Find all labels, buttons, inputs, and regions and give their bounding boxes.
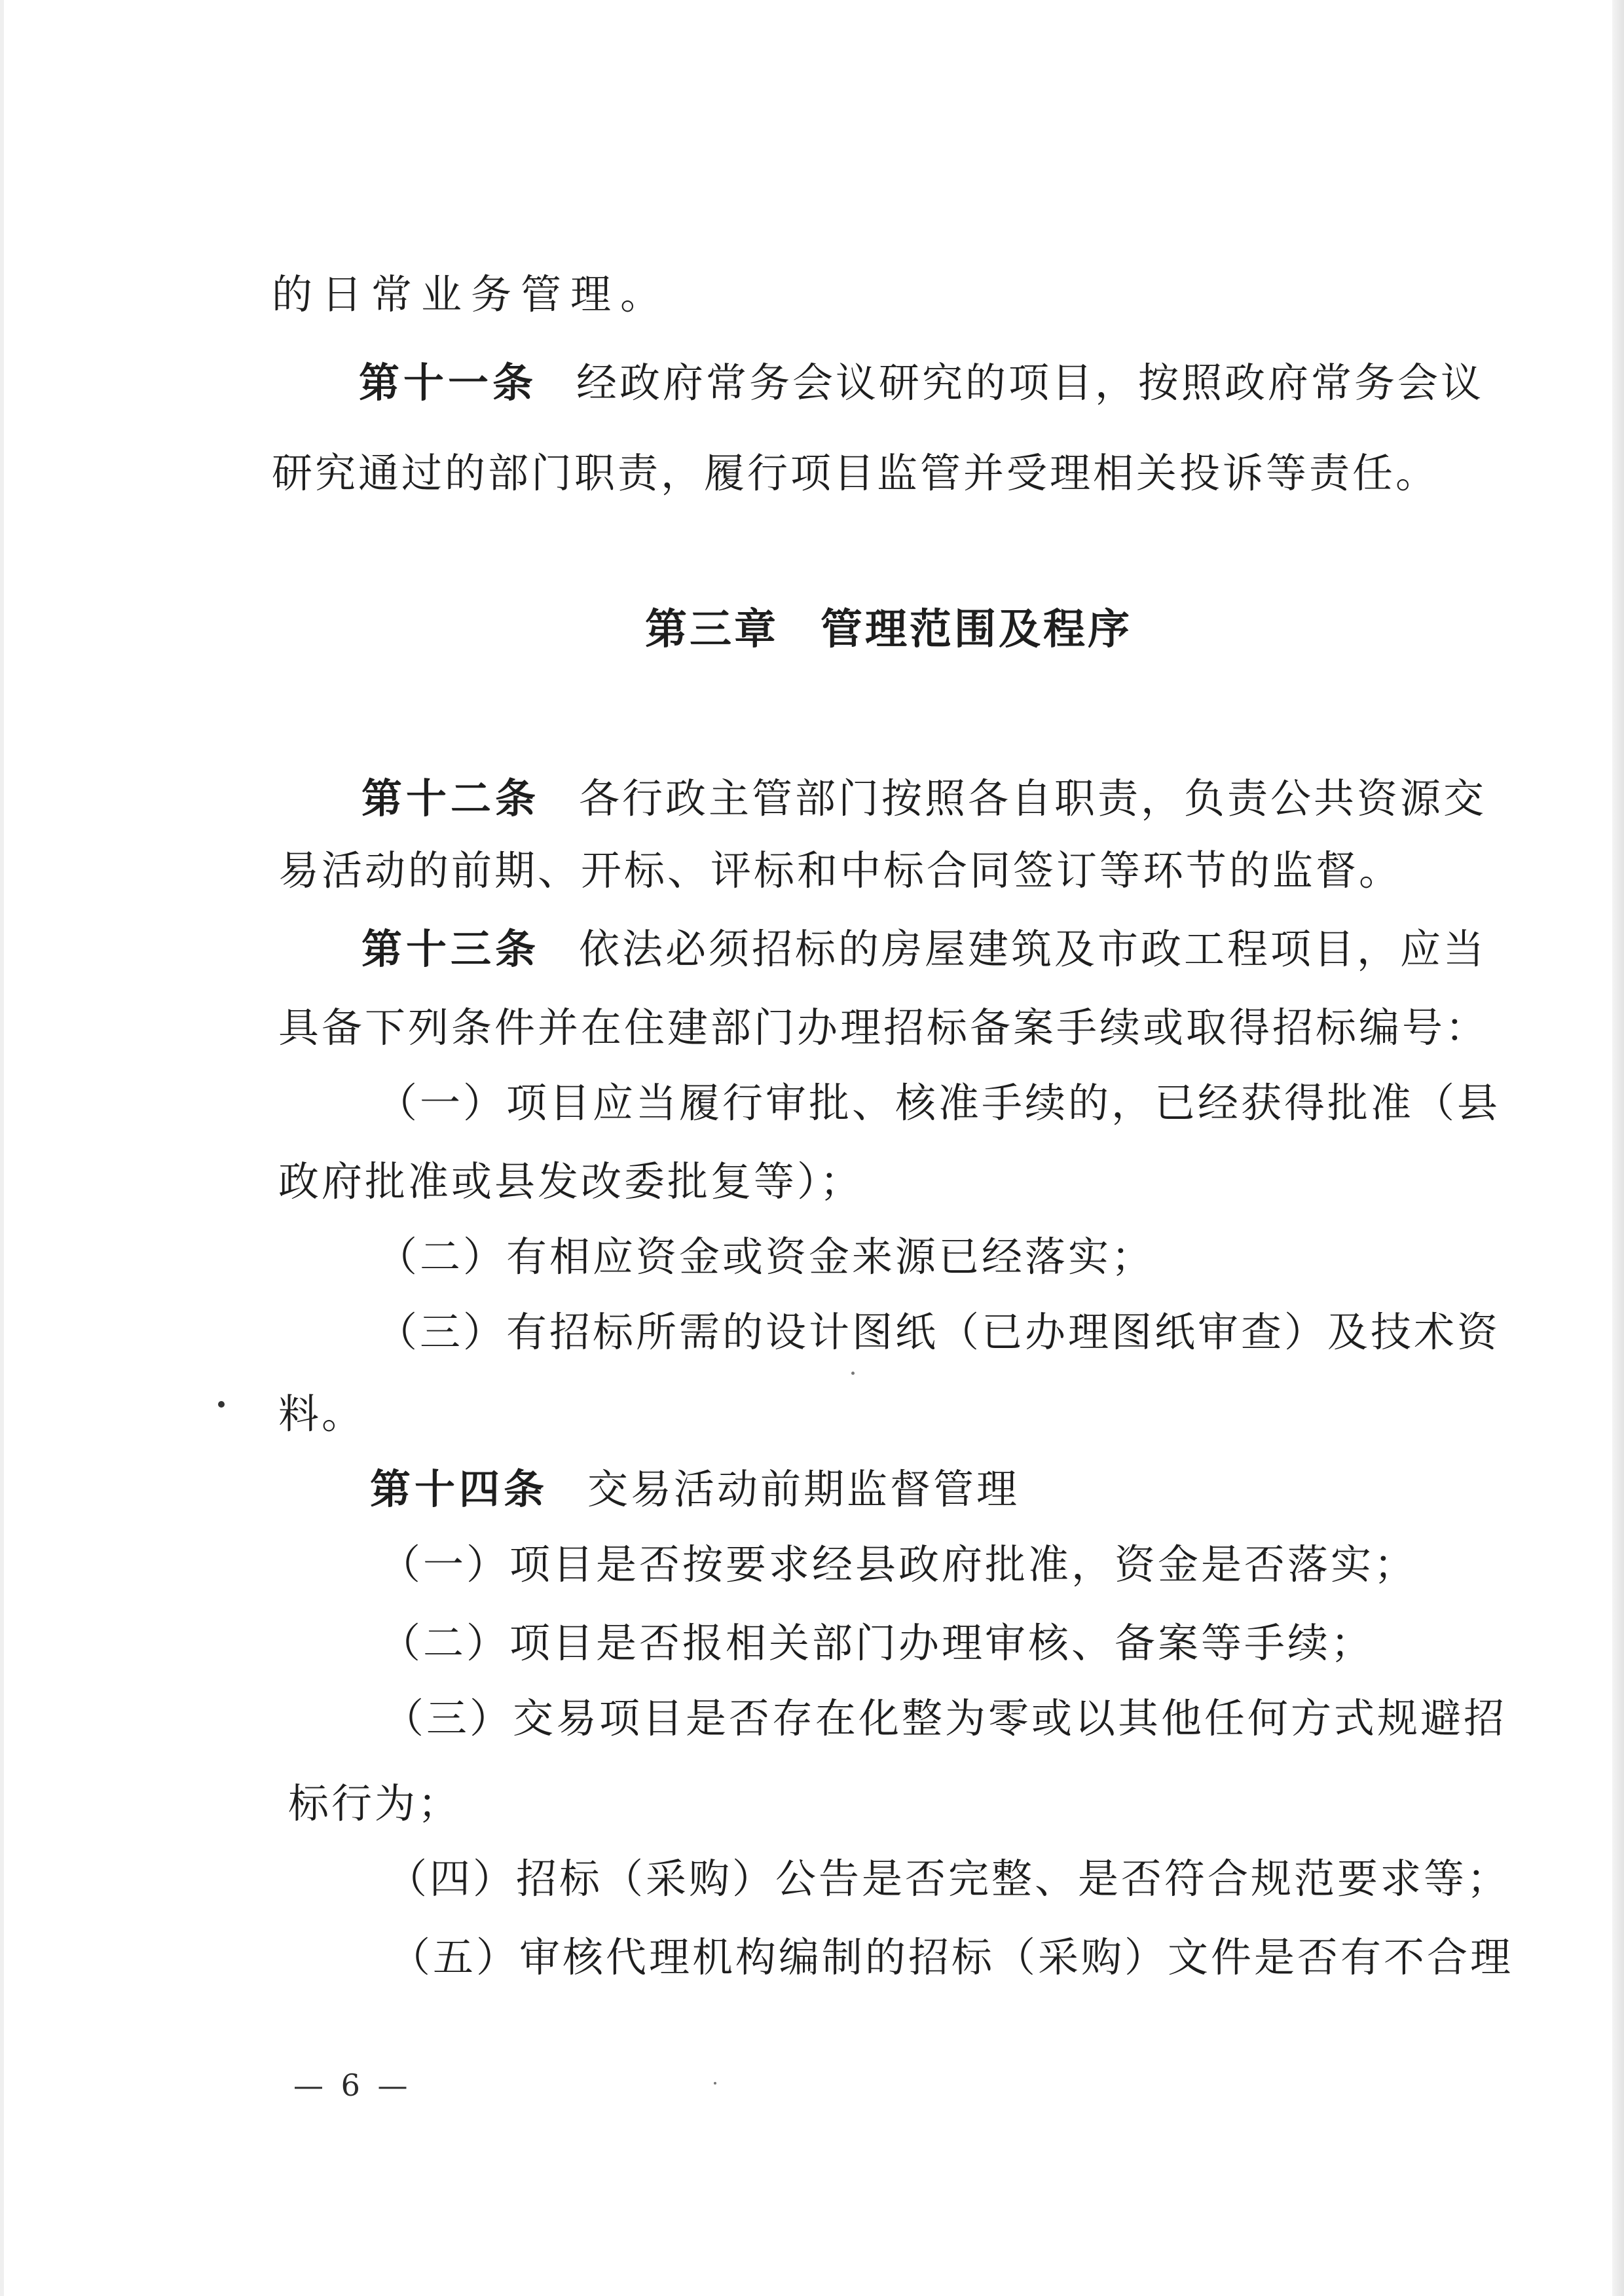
text-line <box>390 1931 1513 1984</box>
article-number: 第十二条 <box>361 774 540 822</box>
text-line <box>383 1692 1507 1745</box>
chapter-number: 第三章 <box>645 606 779 654</box>
line-text: （三）交易项目是否存在化整为零或以其他任何方式规避招 <box>383 1694 1507 1742</box>
text-line <box>377 1077 1500 1129</box>
scan-speck <box>714 2082 716 2085</box>
article-12 <box>361 773 1486 825</box>
scan-speck <box>218 1401 225 1408</box>
page-number: — 6 — <box>293 2068 412 2103</box>
article-number: 第十一条 <box>359 359 538 407</box>
text-line <box>377 1231 1154 1283</box>
line-text: 研究通过的部门职责，履行项目监管并受理相关投诉等责任。 <box>272 449 1439 497</box>
chapter-title: 管理范围及程序 <box>821 606 1132 654</box>
line-text: （三）有招标所需的设计图纸（已办理图纸审查）及技术资 <box>377 1308 1501 1356</box>
line-text: 的日常业务管理。 <box>272 270 671 318</box>
text-line <box>380 1617 1374 1669</box>
text-line <box>278 1156 863 1208</box>
text-line <box>272 447 1439 500</box>
line-text: 各行政主管部门按照各自职责，负责公共资源交 <box>579 774 1487 822</box>
line-text: 依法必须招标的房屋建筑及市政工程项目，应当 <box>579 925 1487 973</box>
chapter-heading <box>645 602 1132 657</box>
line-text: （一）项目应当履行审批、核准手续的，已经获得批准（县 <box>377 1079 1501 1127</box>
line-text: 具备下列条件并在住建部门办理招标备案手续或取得招标编号： <box>278 1004 1489 1051</box>
line-text: （一）项目是否按要求经县政府批准，资金是否落实； <box>380 1540 1418 1588</box>
article-11 <box>359 357 1484 409</box>
line-text: 易活动的前期、开标、评标和中标合同签订等环节的监督。 <box>278 847 1403 894</box>
scan-edge-right <box>1612 0 1624 2296</box>
line-text: 交易活动前期监督管理 <box>587 1465 1020 1513</box>
text-line <box>278 845 1402 897</box>
article-number: 第十四条 <box>370 1465 549 1513</box>
text-line <box>380 1539 1417 1591</box>
text-line <box>278 1002 1488 1054</box>
text-line <box>288 1777 461 1830</box>
text-line <box>272 268 670 321</box>
scan-speck <box>851 1372 855 1375</box>
article-13 <box>361 923 1486 975</box>
article-number: 第十三条 <box>361 925 540 973</box>
text-line <box>278 1388 365 1440</box>
text-line <box>377 1306 1500 1358</box>
line-text: （五）审核代理机构编制的招标（采购）文件是否有不合理 <box>390 1933 1514 1981</box>
scan-edge-left <box>0 0 4 2296</box>
line-text: （二）有相应资金或资金来源已经落实； <box>377 1233 1155 1281</box>
line-text: 政府批准或县发改委批复等）； <box>278 1157 864 1205</box>
line-text: （四）招标（采购）公告是否完整、是否符合规范要求等； <box>386 1855 1511 1903</box>
line-text: （二）项目是否报相关部门办理审核、备案等手续； <box>380 1619 1375 1667</box>
line-text: 料。 <box>278 1390 365 1438</box>
line-text: 经政府常务会议研究的项目，按照政府常务会议 <box>576 359 1485 407</box>
line-text: 标行为； <box>288 1779 462 1827</box>
text-line <box>386 1853 1510 1905</box>
article-14 <box>370 1463 1020 1516</box>
